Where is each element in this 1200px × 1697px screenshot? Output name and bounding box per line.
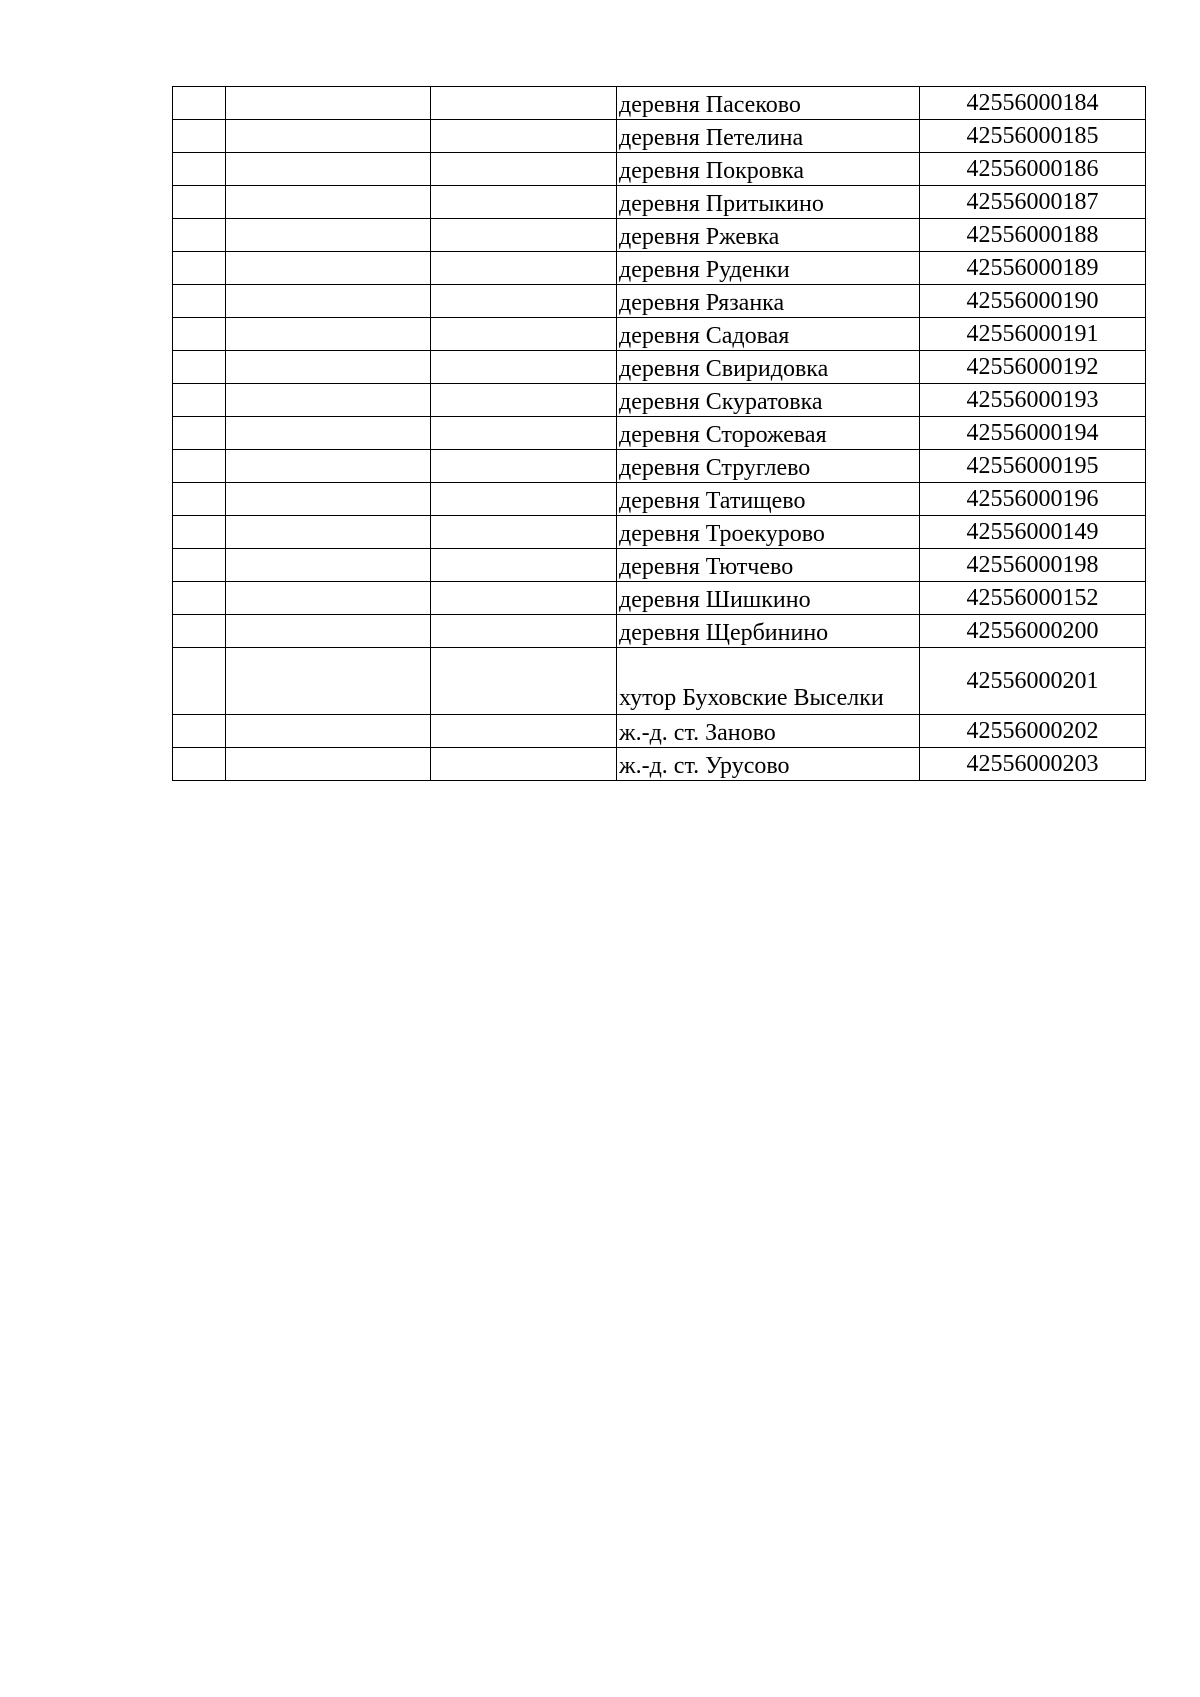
table-row [173, 252, 1146, 285]
table-row [173, 549, 1146, 582]
settlement-name: деревня Притыкино [617, 186, 920, 219]
settlement-name: деревня Татищево [617, 483, 920, 516]
empty-cell [173, 384, 226, 417]
table-row [173, 417, 1146, 450]
settlement-name: деревня Троекурово [617, 516, 920, 549]
table-row [173, 87, 1146, 120]
table-row [173, 285, 1146, 318]
okato-code: 42556000203 [920, 748, 1146, 781]
empty-cell [226, 582, 431, 615]
empty-cell [226, 351, 431, 384]
empty-cell [431, 582, 617, 615]
okato-code: 42556000195 [920, 450, 1146, 483]
empty-cell [431, 87, 617, 120]
okato-code: 42556000192 [920, 351, 1146, 384]
empty-cell [431, 219, 617, 252]
empty-cell [431, 417, 617, 450]
empty-cell [173, 186, 226, 219]
table-row [173, 219, 1146, 252]
settlement-name: деревня Рязанка [617, 285, 920, 318]
empty-cell [431, 615, 617, 648]
empty-cell [431, 715, 617, 748]
okato-code: 42556000149 [920, 516, 1146, 549]
settlement-name: деревня Садовая [617, 318, 920, 351]
empty-cell [226, 318, 431, 351]
okato-code: 42556000186 [920, 153, 1146, 186]
empty-cell [226, 252, 431, 285]
empty-cell [431, 648, 617, 715]
empty-cell [173, 285, 226, 318]
empty-cell [173, 483, 226, 516]
empty-cell [431, 318, 617, 351]
empty-cell [173, 582, 226, 615]
okato-code: 42556000190 [920, 285, 1146, 318]
okato-code: 42556000189 [920, 252, 1146, 285]
empty-cell [226, 417, 431, 450]
empty-cell [226, 384, 431, 417]
empty-cell [226, 87, 431, 120]
empty-cell [226, 153, 431, 186]
empty-cell [226, 715, 431, 748]
empty-cell [431, 285, 617, 318]
settlement-name: деревня Ржевка [617, 219, 920, 252]
empty-cell [173, 219, 226, 252]
empty-cell [173, 615, 226, 648]
empty-cell [431, 153, 617, 186]
table-row [173, 153, 1146, 186]
settlement-name: ж.-д. ст. Урусово [617, 748, 920, 781]
empty-cell [431, 351, 617, 384]
empty-cell [173, 153, 226, 186]
table-row [173, 384, 1146, 417]
table-row [173, 715, 1146, 748]
settlement-name: деревня Покровка [617, 153, 920, 186]
empty-cell [173, 252, 226, 285]
empty-cell [173, 318, 226, 351]
okato-code: 42556000193 [920, 384, 1146, 417]
okato-code: 42556000187 [920, 186, 1146, 219]
okato-code: 42556000198 [920, 549, 1146, 582]
empty-cell [226, 748, 431, 781]
table-row [173, 450, 1146, 483]
okato-code: 42556000200 [920, 615, 1146, 648]
empty-cell [173, 516, 226, 549]
empty-cell [226, 285, 431, 318]
settlement-name: деревня Тютчево [617, 549, 920, 582]
settlements-table [172, 86, 1146, 781]
settlement-name: деревня Сторожевая [617, 417, 920, 450]
empty-cell [431, 549, 617, 582]
settlement-name: хутор Буховские Выселки [617, 648, 920, 715]
empty-cell [173, 450, 226, 483]
table-row [173, 648, 1146, 715]
settlement-name: деревня Свиридовка [617, 351, 920, 384]
settlement-name: деревня Пасеково [617, 87, 920, 120]
settlement-name: деревня Шишкино [617, 582, 920, 615]
empty-cell [431, 384, 617, 417]
settlement-name: деревня Скуратовка [617, 384, 920, 417]
table-body [173, 87, 1146, 781]
settlement-name: ж.-д. ст. Заново [617, 715, 920, 748]
empty-cell [173, 120, 226, 153]
table-row [173, 748, 1146, 781]
empty-cell [226, 219, 431, 252]
empty-cell [226, 186, 431, 219]
empty-cell [173, 87, 226, 120]
empty-cell [173, 417, 226, 450]
empty-cell [226, 549, 431, 582]
table-row [173, 318, 1146, 351]
table-row [173, 582, 1146, 615]
empty-cell [226, 450, 431, 483]
okato-code: 42556000201 [920, 648, 1146, 715]
empty-cell [173, 748, 226, 781]
empty-cell [431, 252, 617, 285]
empty-cell [173, 351, 226, 384]
table-row [173, 615, 1146, 648]
table-row [173, 483, 1146, 516]
empty-cell [226, 615, 431, 648]
okato-code: 42556000185 [920, 120, 1146, 153]
empty-cell [431, 516, 617, 549]
settlement-name: деревня Петелина [617, 120, 920, 153]
empty-cell [226, 648, 431, 715]
table-row [173, 516, 1146, 549]
okato-code: 42556000194 [920, 417, 1146, 450]
settlement-name: деревня Струглево [617, 450, 920, 483]
empty-cell [173, 715, 226, 748]
okato-code: 42556000191 [920, 318, 1146, 351]
empty-cell [431, 186, 617, 219]
empty-cell [431, 483, 617, 516]
okato-code: 42556000188 [920, 219, 1146, 252]
okato-code: 42556000152 [920, 582, 1146, 615]
okato-code: 42556000184 [920, 87, 1146, 120]
okato-code: 42556000196 [920, 483, 1146, 516]
empty-cell [431, 120, 617, 153]
table-row [173, 186, 1146, 219]
empty-cell [226, 516, 431, 549]
settlement-name: деревня Руденки [617, 252, 920, 285]
table-row [173, 351, 1146, 384]
empty-cell [173, 648, 226, 715]
empty-cell [226, 483, 431, 516]
settlement-name: деревня Щербинино [617, 615, 920, 648]
empty-cell [226, 120, 431, 153]
okato-code: 42556000202 [920, 715, 1146, 748]
empty-cell [173, 549, 226, 582]
empty-cell [431, 450, 617, 483]
empty-cell [431, 748, 617, 781]
table-row [173, 120, 1146, 153]
